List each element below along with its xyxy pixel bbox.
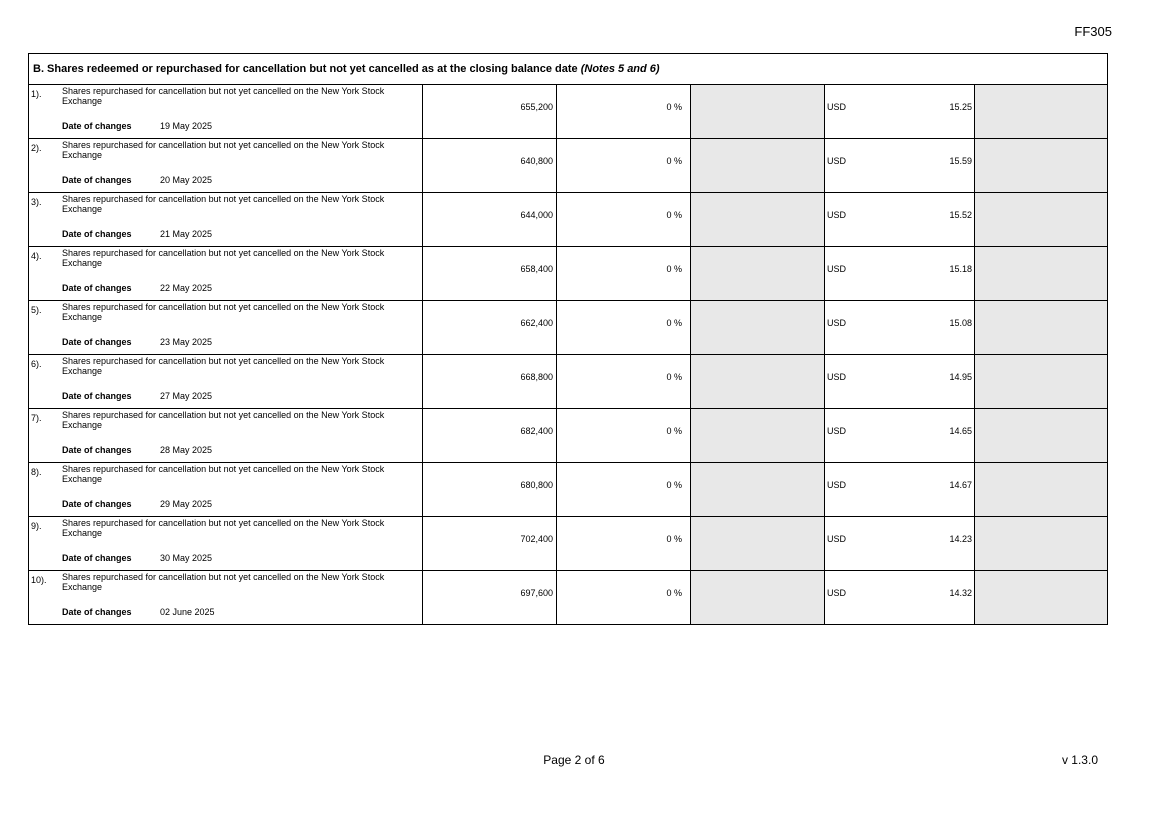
description-cell xyxy=(29,355,423,408)
shaded-cell xyxy=(691,301,825,354)
shaded-cell xyxy=(975,355,1107,408)
table-row xyxy=(29,571,1107,624)
price-cell xyxy=(825,247,975,300)
row-index: 4). xyxy=(31,251,42,261)
form-code: FF305 xyxy=(1074,24,1112,39)
percent-cell xyxy=(557,355,691,408)
price-cell xyxy=(825,85,975,138)
shares-cell xyxy=(423,517,557,570)
table-row xyxy=(29,355,1107,409)
shaded-cell xyxy=(691,139,825,192)
shaded-cell xyxy=(975,463,1107,516)
page-number: Page 2 of 6 xyxy=(543,753,605,767)
row-description: Shares repurchased for cancellation but not yet cancelled on the New York Stock Exchange xyxy=(62,410,385,430)
date-of-changes-value: 30 May 2025 xyxy=(160,553,213,563)
shaded-cell xyxy=(691,409,825,462)
price-value: 15.18 xyxy=(949,264,972,274)
price-value: 14.23 xyxy=(949,534,972,544)
currency-value: USD xyxy=(827,426,847,436)
description-cell xyxy=(29,571,423,624)
price-cell xyxy=(825,409,975,462)
percent-value: 0 % xyxy=(666,318,682,328)
shares-value: 668,800 xyxy=(520,372,553,382)
table-row xyxy=(29,463,1107,517)
table-row xyxy=(29,139,1107,193)
percent-value: 0 % xyxy=(666,210,682,220)
date-of-changes-label: Date of changes xyxy=(62,391,132,401)
date-of-changes-label: Date of changes xyxy=(62,283,132,293)
shaded-cell xyxy=(975,571,1107,624)
shares-value: 682,400 xyxy=(520,426,553,436)
row-description: Shares repurchased for cancellation but not yet cancelled on the New York Stock Exchange xyxy=(62,140,385,160)
shares-cell xyxy=(423,463,557,516)
price-value: 14.32 xyxy=(949,588,972,598)
price-value: 15.25 xyxy=(949,102,972,112)
shaded-cell xyxy=(975,247,1107,300)
currency-value: USD xyxy=(827,264,847,274)
row-index: 7). xyxy=(31,413,42,423)
shares-cell xyxy=(423,85,557,138)
shares-cell xyxy=(423,301,557,354)
date-of-changes-value: 20 May 2025 xyxy=(160,175,213,185)
currency-value: USD xyxy=(827,210,847,220)
price-cell xyxy=(825,139,975,192)
row-index: 3). xyxy=(31,197,42,207)
date-of-changes-label: Date of changes xyxy=(62,445,132,455)
shaded-cell xyxy=(691,355,825,408)
percent-cell xyxy=(557,301,691,354)
percent-cell xyxy=(557,571,691,624)
percent-cell xyxy=(557,409,691,462)
description-cell xyxy=(29,85,423,138)
table-row xyxy=(29,301,1107,355)
row-description: Shares repurchased for cancellation but not yet cancelled on the New York Stock Exchange xyxy=(62,572,385,592)
date-of-changes-value: 28 May 2025 xyxy=(160,445,213,455)
shares-cell xyxy=(423,409,557,462)
table-row xyxy=(29,409,1107,463)
percent-value: 0 % xyxy=(666,426,682,436)
date-of-changes-label: Date of changes xyxy=(62,337,132,347)
percent-value: 0 % xyxy=(666,102,682,112)
percent-value: 0 % xyxy=(666,588,682,598)
shares-value: 640,800 xyxy=(520,156,553,166)
row-description: Shares repurchased for cancellation but not yet cancelled on the New York Stock Exchange xyxy=(62,302,385,322)
description-cell xyxy=(29,301,423,354)
currency-value: USD xyxy=(827,318,847,328)
currency-value: USD xyxy=(827,588,847,598)
shares-cell xyxy=(423,355,557,408)
table-row xyxy=(29,85,1107,139)
shares-cell xyxy=(423,193,557,246)
price-value: 14.65 xyxy=(949,426,972,436)
version-label: v 1.3.0 xyxy=(1061,753,1098,767)
description-cell xyxy=(29,247,423,300)
price-cell xyxy=(825,301,975,354)
shaded-cell xyxy=(975,301,1107,354)
currency-value: USD xyxy=(827,534,847,544)
price-value: 15.08 xyxy=(949,318,972,328)
price-cell xyxy=(825,517,975,570)
section-title xyxy=(29,54,1107,85)
rows-container xyxy=(29,85,1107,624)
date-of-changes-value: 22 May 2025 xyxy=(160,283,213,293)
section-title-notes: (Notes 5 and 6) xyxy=(580,63,660,75)
shares-cell xyxy=(423,139,557,192)
shaded-cell xyxy=(975,85,1107,138)
shaded-cell xyxy=(691,517,825,570)
row-description: Shares repurchased for cancellation but not yet cancelled on the New York Stock Exchange xyxy=(62,194,385,214)
percent-cell xyxy=(557,85,691,138)
percent-value: 0 % xyxy=(666,480,682,490)
date-of-changes-value: 27 May 2025 xyxy=(160,391,213,401)
date-of-changes-label: Date of changes xyxy=(62,607,132,617)
date-of-changes-value: 19 May 2025 xyxy=(160,121,213,131)
row-description: Shares repurchased for cancellation but not yet cancelled on the New York Stock Exchange xyxy=(62,86,385,106)
date-of-changes-label: Date of changes xyxy=(62,229,132,239)
row-index: 8). xyxy=(31,467,42,477)
shaded-cell xyxy=(975,193,1107,246)
date-of-changes-value: 21 May 2025 xyxy=(160,229,213,239)
price-value: 15.52 xyxy=(949,210,972,220)
date-of-changes-value: 23 May 2025 xyxy=(160,337,213,347)
date-of-changes-value: 02 June 2025 xyxy=(160,607,215,617)
price-cell xyxy=(825,463,975,516)
shaded-cell xyxy=(975,139,1107,192)
table-row xyxy=(29,193,1107,247)
percent-cell xyxy=(557,463,691,516)
percent-value: 0 % xyxy=(666,156,682,166)
row-description: Shares repurchased for cancellation but not yet cancelled on the New York Stock Exchange xyxy=(62,464,385,484)
date-of-changes-label: Date of changes xyxy=(62,553,132,563)
shaded-cell xyxy=(691,193,825,246)
percent-cell xyxy=(557,193,691,246)
shares-value: 702,400 xyxy=(520,534,553,544)
percent-value: 0 % xyxy=(666,372,682,382)
percent-cell xyxy=(557,517,691,570)
shares-cell xyxy=(423,571,557,624)
shares-value: 644,000 xyxy=(520,210,553,220)
shares-value: 658,400 xyxy=(520,264,553,274)
shaded-cell xyxy=(975,409,1107,462)
row-index: 5). xyxy=(31,305,42,315)
date-of-changes-value: 29 May 2025 xyxy=(160,499,213,509)
percent-value: 0 % xyxy=(666,534,682,544)
description-cell xyxy=(29,193,423,246)
row-index: 10). xyxy=(31,575,47,585)
price-cell xyxy=(825,193,975,246)
shares-value: 655,200 xyxy=(520,102,553,112)
currency-value: USD xyxy=(827,480,847,490)
percent-cell xyxy=(557,139,691,192)
shaded-cell xyxy=(691,463,825,516)
description-cell xyxy=(29,463,423,516)
date-of-changes-label: Date of changes xyxy=(62,121,132,131)
price-value: 15.59 xyxy=(949,156,972,166)
shaded-cell xyxy=(691,247,825,300)
shares-cell xyxy=(423,247,557,300)
percent-cell xyxy=(557,247,691,300)
section-title-text: B. Shares redeemed or repurchased for cancellation but not yet cancelled as at the closing balance date xyxy=(33,63,581,75)
percent-value: 0 % xyxy=(666,264,682,274)
shares-value: 662,400 xyxy=(520,318,553,328)
section-b-table xyxy=(28,53,1108,625)
row-index: 9). xyxy=(31,521,42,531)
description-cell xyxy=(29,517,423,570)
row-description: Shares repurchased for cancellation but not yet cancelled on the New York Stock Exchange xyxy=(62,518,385,538)
description-cell xyxy=(29,409,423,462)
price-cell xyxy=(825,355,975,408)
shaded-cell xyxy=(691,85,825,138)
row-index: 1). xyxy=(31,89,42,99)
row-index: 2). xyxy=(31,143,42,153)
date-of-changes-label: Date of changes xyxy=(62,175,132,185)
shaded-cell xyxy=(975,517,1107,570)
table-row xyxy=(29,247,1107,301)
row-description: Shares repurchased for cancellation but not yet cancelled on the New York Stock Exchange xyxy=(62,356,385,376)
description-cell xyxy=(29,139,423,192)
currency-value: USD xyxy=(827,156,847,166)
date-of-changes-label: Date of changes xyxy=(62,499,132,509)
price-value: 14.95 xyxy=(949,372,972,382)
price-value: 14.67 xyxy=(949,480,972,490)
table-row xyxy=(29,517,1107,571)
shaded-cell xyxy=(691,571,825,624)
shares-value: 680,800 xyxy=(520,480,553,490)
currency-value: USD xyxy=(827,102,847,112)
price-cell xyxy=(825,571,975,624)
row-index: 6). xyxy=(31,359,42,369)
shares-value: 697,600 xyxy=(520,588,553,598)
currency-value: USD xyxy=(827,372,847,382)
row-description: Shares repurchased for cancellation but not yet cancelled on the New York Stock Exchange xyxy=(62,248,385,268)
